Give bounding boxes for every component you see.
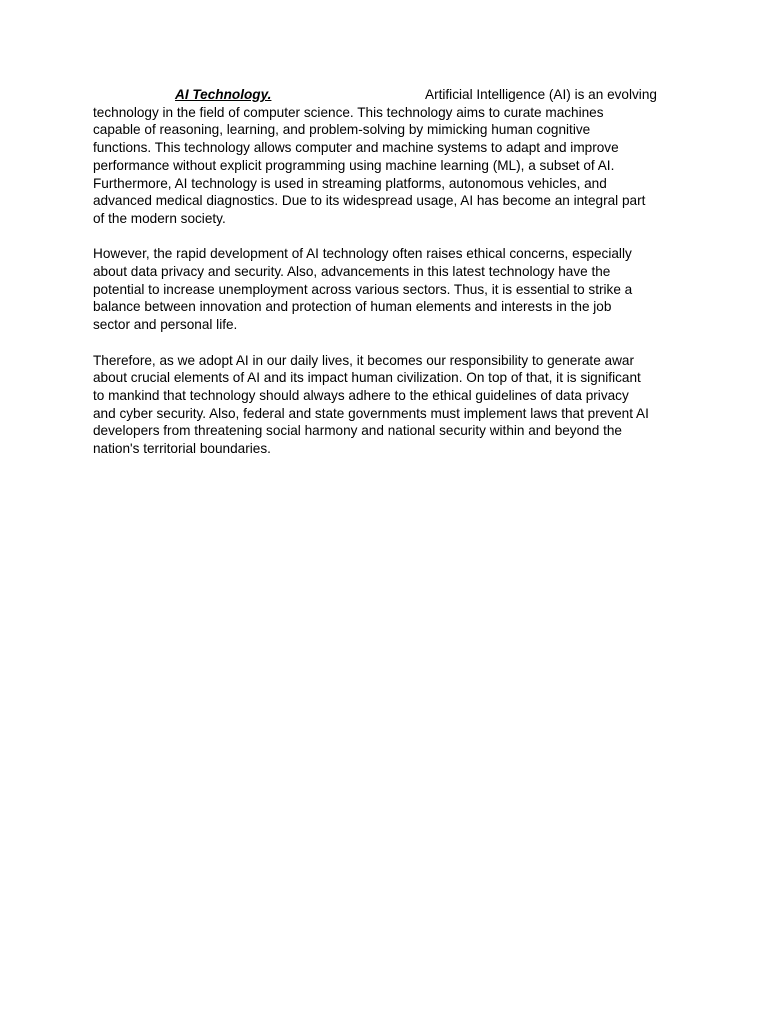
text-line: advanced medical diagnostics. Due to its widespread usage, AI has become an integral part (93, 193, 646, 209)
text-line: However, the rapid development of AI technology often raises ethical concerns, especially (93, 246, 632, 262)
document-title: AI Technology. (175, 87, 272, 102)
text-line: Therefore, as we adopt AI in our daily lives, it becomes our responsibility to generate awar (93, 352, 635, 368)
text-line: functions. This technology allows computer and machine systems to adapt and improve (93, 140, 619, 156)
paragraph-2 (93, 245, 679, 334)
text-line: about crucial elements of AI and its impact human civilization. On top of that, it is significant (93, 370, 641, 386)
text-line: technology in the field of computer science. This technology aims to curate machines (93, 104, 604, 120)
text-line: of the modern society. (93, 210, 226, 226)
paragraph-1-lead: Artificial Intelligence (AI) is an evolving (425, 87, 657, 102)
text-line: developers from threatening social harmony and national security within and beyond the (93, 423, 622, 439)
text-line: about data privacy and security. Also, advancements in this latest technology have the (93, 264, 611, 279)
text-line: capable of reasoning, learning, and problem-solving by mimicking human cognitive (93, 122, 591, 138)
paragraph-3 (93, 352, 679, 458)
text-line: balance between innovation and protection of human elements and interests in the job (93, 299, 612, 315)
text-line: performance without explicit programming using machine learning (ML), a subset of AI. (93, 157, 615, 173)
text-line: and cyber security. Also, federal and state governments must implement laws that prevent AI (93, 405, 649, 421)
paragraph-1 (93, 86, 679, 228)
text-line: sector and personal life. (93, 317, 238, 333)
document-body (93, 86, 679, 475)
text-line: nation's territorial boundaries. (93, 441, 271, 457)
text-line: to mankind that technology should always adhere to the ethical guidelines of data privacy (93, 387, 629, 403)
title-line (93, 86, 679, 104)
text-line: Furthermore, AI technology is used in streaming platforms, autonomous vehicles, and (93, 175, 607, 191)
text-line: potential to increase unemployment across various sectors. Thus, it is essential to strike a (93, 281, 633, 297)
